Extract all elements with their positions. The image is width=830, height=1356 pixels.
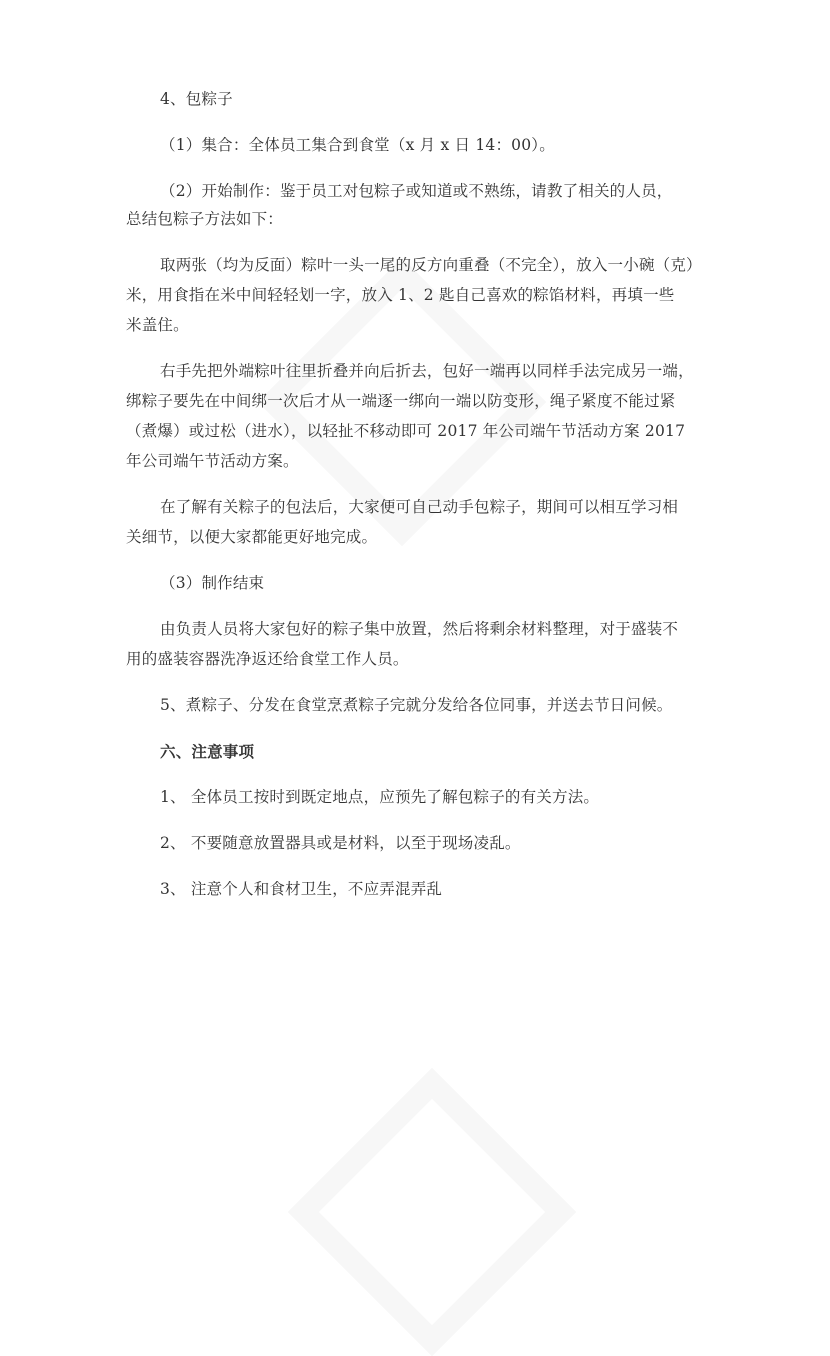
section-cook-distribute: 5、煮粽子、分发在食堂烹煮粽子完就分发给各位同事，并送去节日问候。 bbox=[160, 696, 673, 714]
method-paragraph-2-cont: （煮爆）或过松（进水），以轻扯不移动即可 2017 年公司端午节活动方案 2017 bbox=[126, 422, 686, 440]
method-paragraph-3-end: 关细节，以便大家都能更好地完成。 bbox=[126, 528, 378, 546]
note-item-1: 1、 全体员工按时到既定地点，应预先了解包粽子的有关方法。 bbox=[160, 788, 600, 806]
note-item-2: 2、 不要随意放置器具或是材料，以至于现场凌乱。 bbox=[160, 834, 521, 852]
step-gather: （1）集合：全体员工集合到食堂（x 月 x 日 14：00）。 bbox=[160, 136, 555, 154]
method-paragraph-2-end: 年公司端午节活动方案。 bbox=[126, 452, 299, 470]
method-paragraph-1-cont: 米，用食指在米中间轻轻划一字，放入 1、2 匙自己喜欢的粽馅材料，再填一些 bbox=[126, 286, 675, 304]
method-paragraph-2-cont: 绑粽子要先在中间绑一次后才从一端逐一绑向一端以防变形，绳子紧度不能过紧 bbox=[126, 392, 676, 410]
step-start-making: （2）开始制作：鉴于员工对包粽子或知道或不熟练，请教了相关的人员， bbox=[160, 182, 673, 200]
method-paragraph-1: 取两张（均为反面）粽叶一头一尾的反方向重叠（不完全），放入一小碗（克） bbox=[160, 256, 702, 274]
watermark-logo-icon bbox=[288, 1068, 576, 1356]
finish-paragraph: 由负责人员将大家包好的粽子集中放置，然后将剩余材料整理，对于盛装不 bbox=[160, 620, 679, 638]
method-paragraph-1-end: 米盖住。 bbox=[126, 316, 189, 334]
method-paragraph-2: 右手先把外端粽叶往里折叠并向后折去，包好一端再以同样手法完成另一端， bbox=[160, 362, 694, 380]
step-finish: （3）制作结束 bbox=[160, 574, 265, 592]
note-item-3: 3、 注意个人和食材卫生，不应弄混弄乱 bbox=[160, 880, 443, 898]
section-heading-notes: 六、注意事项 bbox=[160, 742, 255, 761]
finish-paragraph-end: 用的盛装容器洗净返还给食堂工作人员。 bbox=[126, 650, 409, 668]
method-paragraph-3: 在了解有关粽子的包法后，大家便可自己动手包粽子，期间可以相互学习相 bbox=[160, 498, 679, 516]
section-heading-wrap-zongzi: 4、包粽子 bbox=[160, 90, 233, 108]
step-start-making-cont: 总结包粽子方法如下： bbox=[126, 210, 284, 228]
